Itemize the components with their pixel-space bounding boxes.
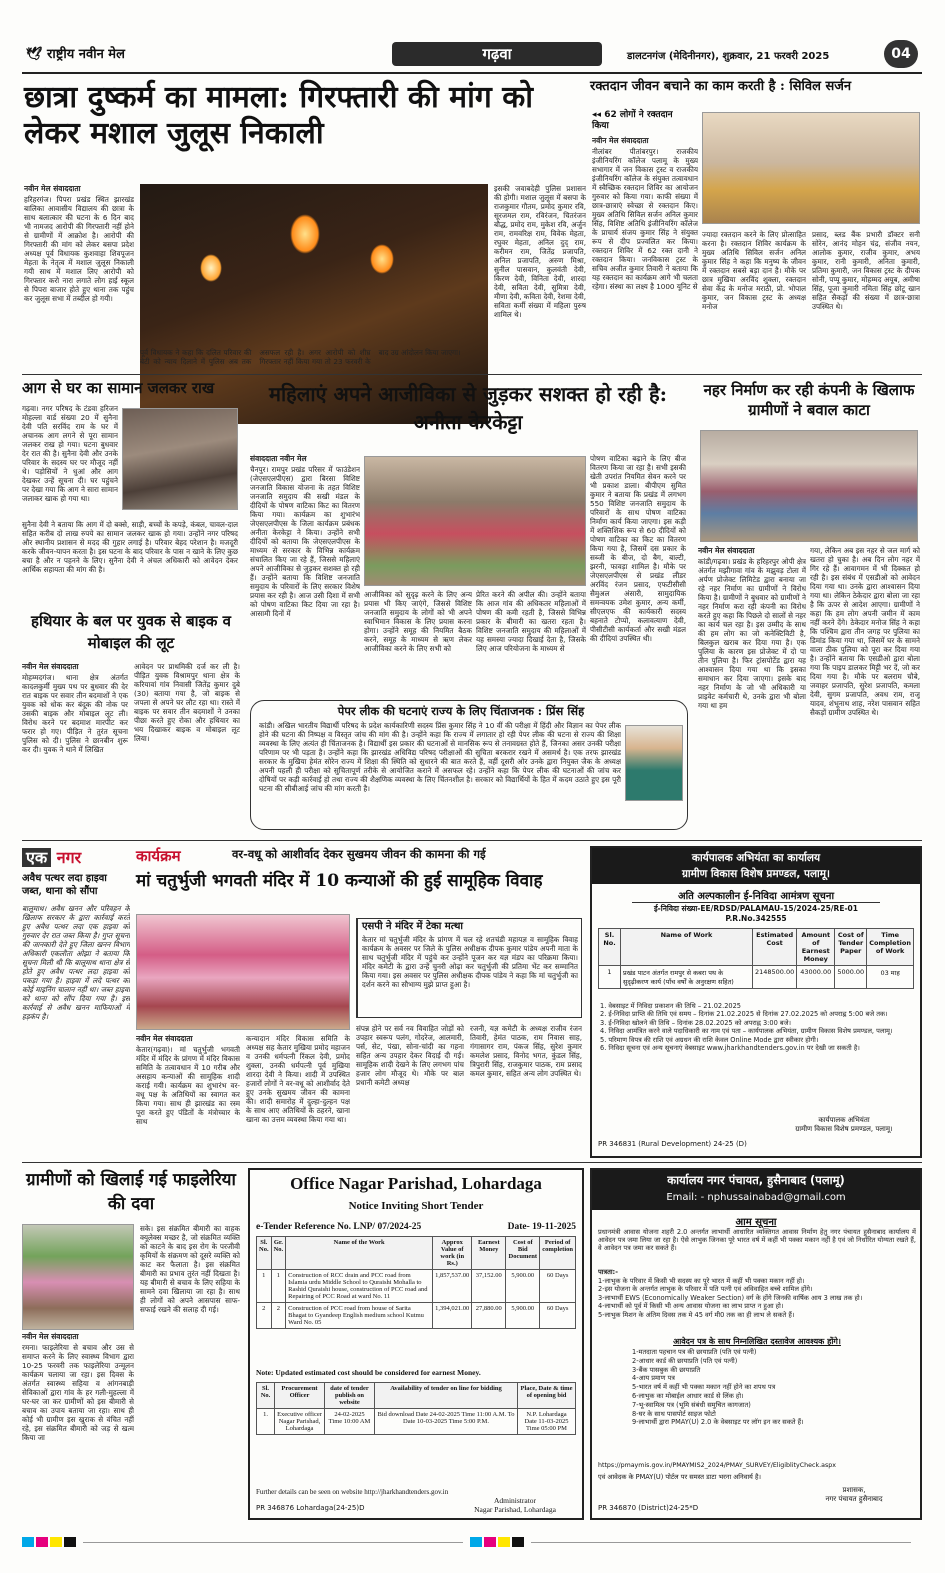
- ad-header: कार्यालय नगर पंचायत, हुसैनाबाद (पलामू) Email: - nphussainabad@gmail.com: [592, 1170, 920, 1210]
- body-col-4: पोषण वाटिका बढ़ाने के लिए बीज वितरण किया जा रहा है। सभी इसकी खेती उपरांत नियमित सेवन करने पर भी प्रकाश डाला। बीपीएम सुमित कुमार ने बताया कि प्रखंड में लगभग 550 विशिष्ट जनजाति समुदाय के परिवारों के साथ पोषण वाटिका निर्माण कार्य किया जाएगा। इस कड़ी में शक्तिशिक रूप से 60 दीदियों को पोषण वाटिका का किट का वितरण किया गया है, जिसमें दस प्रकार के सब्जी के बीज, दो बैग, बाल्टी, झरनी, फावड़ा शामिल है। मौके पर जेएसएलपीएस से प्रखंड लीडर अरविंद रंजन प्रसाद, एफटीसीसी सैमुअल अंसारी, सामुदायिक समन्वयक उमेश कुमार, अन्य कर्मी, सीएलएफ की कार्यकारी सदस्य बहनाते टोप्पो, कलावत्याण देवी, पीसीटीसी कार्यकर्ता और सखी मंडल की दीदियां उपस्थित थी।: [590, 454, 686, 643]
- body-col-2: गया, लेकिन अब इस नहर से जल मार्ग को खतरा हो चुका है। अब दिन लोग नहर में गिर रहे हैं। आवागमन में भी दिक्कत हो रही है। इस संबंध में एसडीओ को आवेदन दिया गया था। उनके द्वारा आश्वासन दिया गया था। लेकिन ठेकेदार द्वारा बोला जा रहा है कि ऊपर से आदेश आएगा। ग्रामीणों ने कहा कि हम लोग अपनी जमीन में काम नहीं करने देंगे। ठेकेदार मनोज सिंह ने कहा कि पश्चिम द्वारा तीन जगह पर पुलिया का डिमांड किया गया था, जिसमें घर के सामने वाला ठीक पुलिया को पूरा कर दिया गया है। उन्होंने बताया कि एसडीओ द्वारा बोला गया कि पाइप डालकर मिट्टी भर दें, जो कर दिया गया है। मौके पर बलराम चौबे, जवाहर प्रजापति, सुरेश प्रजापति, कमला देवी, सुगम प्रजापति, अवध राम, राजू यादव, शंभूनाथ शाह, नरेश पासवान सहित सैकड़ों ग्रामीण उपस्थित थे।: [810, 546, 920, 717]
- col-work: Name of Work: [621, 929, 753, 966]
- body-col-1: गढ़वा। नगर परिषद के टंडवा हरिजन मोहल्ला वार्ड संख्या 20 में सुनैना देवी पति सरविंद राम के घर में अचानक आग लगने से पूरा सामान जलकर राख हो गया। घटना बुधवार देर रात की है। सुनैना देवी और उनके परिवार के सदस्य घर पर मौजूद नहीं थे। पड़ोसियों ने धुआं और आग देखकर उन्हें सूचना दी। घर पहुंचने पर देखा गया कि आग ने सारा सामान जलाकर खाक हो गया था।: [22, 404, 118, 503]
- col-paper: Cost of Tender Paper: [835, 929, 867, 966]
- masthead-rule: [22, 72, 922, 74]
- ad-further: Further details can be seen on website http://jharkhandtenders.gov.in: [256, 1488, 449, 1496]
- photo-women-group: [364, 456, 586, 586]
- ad-hussainabad: [590, 1168, 922, 1520]
- body-col-1: नवीन मेल संवाददाता हरिहरगंज। पिपरा प्रखंड स्थित झारखंड बालिका आवासीय विद्यालय की छात्रा के साथ बलात्कार की घटना के 6 दिन बाद भी नामजद आरोपी की गिरफ्तारी नहीं होने से ग्रामीणों में आक्रोश है। आरोपी की गिरफ्तारी की मांग को लेकर बसपा प्रदेश अध्यक्ष पूर्व विधायक कुशवाहा शिवपूजन मेहता के नेतृत्व में मशाल जुलूस निकाली गयी साथ में मशाल लिए आरोपी को गिरफ्तार करो नारा लगाते लोग हाई स्कूल से पिपरा बाजार होते हुए थाना तक पहुंच कर जुलूस सभा में तब्दील हो गयी।: [24, 184, 134, 303]
- story-fire: [22, 380, 240, 602]
- col-cost: Estimated Cost: [752, 929, 796, 966]
- story-filaria: [22, 1168, 240, 1520]
- story-rape-body-2: पूर्व विधायक ने कहा कि दलित परिवार की बेटी को न्याय दिलाने में पुलिस अब तक असफल रही है। अगर आरोपी को शीघ्र गिरफ्तार नहीं किया गया तो 23 फरवरी के बाद उग्र आंदोलन किया जाएगा।: [140, 348, 461, 366]
- paper-logo: 🕊 राष्ट्रीय नवीन मेल: [26, 47, 125, 62]
- ad-gramin-vikas: [590, 846, 922, 1158]
- story-rape: [22, 80, 586, 370]
- body-col-4: इसकी जवाबदेही पुलिस प्रशासन की होगी। मशाल जुलूस में बसपा के राजकुमार गौतम, प्रमोद कुमार रवि, सूरजमल राम, रविरंजन, चितरंजन बौद्ध, प्रमोद राम, मुकेश रवि, अर्जुन राम, रामवरिक्ष राम, विवेक मेहता, रघुवर मेहता, अनिल दुद् राम, करीमन राम, जितेंद्र प्रजापति, अनिल प्रजापति, अरुण मिश्रा, सुनील पासवान, कुलवंती देवी, किरण देवी, विनिता देवी, शारदा देवी, सविता देवी, सुमित्रा देवी, मीणा देवी, कविता देवी, रेशमा देवी, सविता कर्मी संख्या में महिला पुरुष शामिल थे।: [494, 184, 586, 319]
- body-col-1: संवाददाता नवीन मेल चैनपुर। रामपुर प्रखंड परिसर में फाउंडेशन (जेएसएलपीएस) द्वारा बिरसा विशिष्ट जनजाति विकास योजना के तहत विशिष्ट जनजाति समुदाय की सखी मंडल के दीदियों के पोषण वाटिका किट का वितरण किया गया। कार्यक्रम का शुभारंभ जेएसएलपीएस के जिला कार्यक्रम प्रबंधक अनीता केरकेट्टा ने किया। उन्होंने सभी दीदियों को बताया कि जेएसएलपीएस के माध्यम से सरकार के विभिन्न कार्यक्रम संचालित किए जा रहे हैं, जिससे महिलाएं अपने आजीविका से जुड़कर सशक्त हो रही हैं। उन्होंने बताया कि विशिष्ट जनजाति समुदाय के परिवारों के लिए सरकार विशेष प्रयास कर रही है। आज उसी दिशा में सभी को पोषण वाटिका किट दिया जा रहा है। आसामी दिनों में: [250, 454, 360, 618]
- body-col-1: नवीन मेल संवाददाता नीलांबर पीतांबरपुर। राजकीय इंजीनियरिंग कॉलेज पलामू के मुख्य सभागार में जन विकास ट्रस्ट व राजकीय इंजीनियरिंग कॉलेज के संयुक्त तत्वावधान में स्वैच्छिक रक्तदान शिविर का आयोजन गुरुवार को किया गया। काफी संख्या में छात्र-छात्राएं स्वेच्छा से रक्तदान किए। मुख्य अतिथि सिविल सर्जन अनिल कुमार सिंह, विशिष्ट अतिथि इंजीनियरिंग कॉलेज के प्राचार्य संजय कुमार सिंह ने संयुक्त रूप से दीप प्रज्वलित कर किया। रक्तदान शिविर में 62 रक्त दानी ने रक्तदान किया। जनविकास ट्रस्ट के सचिव अजीत कुमार तिवारी ने बताया कि यह रक्तदान का कार्यक्रम आगे भी चलता रहेगा। संस्था का लक्ष्य है 1000 यूनिट से: [592, 136, 698, 291]
- torch-flame: [200, 254, 222, 282]
- body-col-2: सुनैना देवी ने बताया कि आग में दो बक्से, साड़ी, बच्चों के कपड़े, कंबल, चावल-दाल सहित करीब दो लाख रुपये का सामान जलकर खाक हो गया। उन्होंने नगर परिषद और स्थानीय प्रशासन से मदद की गुहार लगाई है। परिवार बेहद परेशान है। मजदूरी करके जीवन-यापन करता है। इस घटना के बाद परिवार के पास न खाने के लिए कुछ बचा है और न पहनने के लिए। सुनैना देवी ने अंचल अधिकारी को आवेदन देकर आर्थिक सहायता की मांग की है।: [22, 520, 238, 574]
- body-col-1: नवीन मेल संवाददाता मोहम्मदगंज। थाना क्षेत्र अंतर्गत कादलकुर्मी मुख्य पथ पर बुधवार की देर रात बाइक पर सवार तीन बदमाशों ने एक युवक को धोक कर बंदूक की नोक पर उसकी बाइक और मोबाइल लूट ली। विरोध करने पर बदमाश मारपीट कर फरार हो गए। पीड़ित ने तुरंत सूचना पुलिस को दी। पुलिस ने छानबीन शुरू कर दी। युवक ने थाने में लिखित: [22, 662, 128, 754]
- ad-lohardaga: [248, 1168, 584, 1520]
- body-col-1: नवीन मेल संवाददाता केतार(गढ़वा)। मां चतुर्भुजी भगवती मंदिर में मंदिर के प्रांगण में मंदिर विकास समिति के तत्वावधान में 10 गरीब और असहाय कन्याओं की सामूहिक शादी कराई गयी। कार्यक्रम का शुभारंभ वर-वधू पक्ष के अतिथियों का स्वागत कर किया गया। साथ ही झारखंड का रस्म पूरा करते हुए पंडितों के मंत्रोच्चार के साथ: [136, 1034, 240, 1126]
- ad-terms: 1. वेबसाइट में निविदा प्रकाशन की तिथि – 21.02.2025 2. ई-निविदा प्राप्ति की तिथि एवं समय – दिनांक 21.02.2025 से दिनांक 27.02.2025 को अपराह्न 5:00 बजे तक। 3. ई-निविदा खोलने की तिथि – दिनांक 28.02.2025 को अपराह्न 3:00 बजे। 4. निविदा आमंत्रित करने वाले पदाधिकारी का नाम एवं पता – कार्यपालक अभियंता, ग्रामीण विकास विशेष प्रमण्डल, पलामू। 5. परिमाण विपत्र की राशि एवं अग्रधन की राशि केवल Online Mode द्वारा स्वीकार होगी। 6. निविदा सूचना एवं अन्य सूचनाएं वेबसाइट www.jharkhandtenders.gov.in पर देखी जा सकती है।: [600, 1002, 893, 1053]
- table-row: 1. Executive officer Nagar Parishad, Lohardaga 24-02-2025 Time 10:00 AM Bid download Date 24-02-2025 Time 11:00 A.M. To Date 10-03-2025 Time 5:00 P.M. N.P. Lohardaga Date 11-03-2025 Time 05:00 PM: [257, 1409, 576, 1435]
- body-col-2: सके। इस संक्रमित बीमारी का वाहक क्यूलेक्स मच्छर है, जो संक्रमित व्यक्ति को काटने के बाद इस रोग के परजीवी कृमियों के संक्रमण को दूसरे व्यक्ति को काट कर फैलाता है। इस संक्रमित बीमारी का प्रभाव तुरंत नहीं दिखता है। यह बीमारी से बचाव के लिए सहिया के सामने दवा खिलाया जा रहा है। साथ ही लोगों को अपने आसपास साफ-सफाई रखने की सलाह दी गई।: [140, 1224, 240, 1314]
- col-time: Time Completion of Work: [867, 929, 914, 966]
- ad-signature: कार्यपालक अभियंता ग्रामीण विकास विशेष प्रमण्डल, पलामू।: [795, 1116, 893, 1133]
- headline: हथियार के बल पर युवक से बाइक व मोबाइल की लूट: [31, 612, 231, 652]
- body-col-1: नवीन मेल संवाददाता कांडी/गढ़वा। प्रखंड के हरिहरपुर ओपी क्षेत्र अंतर्गत मझीगावा गांव के मझुवड़ टोला में अर्पण प्रोजेक्ट लिमिटेड द्वारा बनाया जा रहे नहर निर्माण का ग्रामीणों ने विरोध किया है। ग्रामीणों ने बुधवार को ग्रामीणों ने नहर निर्माण करा रही कंपनी का विरोध करते हुए कहा कि पिछले दो सालों से नहर का कार्य चल रहा है। इस उम्मीद के साथ की हम लोग का जो कनेक्टिविटी है, बिलकुल खराब कर दिया गया है। एक पुलिया के कारण इस प्रोजेक्ट में दो पा तीन पुलिया है। फिर ट्रांसपोर्टेड द्वारा यह आश्वासन दिया गया था कि इसका समाधान कर दिया जाएगा। इसके बाद नहर निर्माण के जो भी अधिकारी या प्राइवेट कर्मचारी थे, उनके द्वारा भी बोला गया था हम: [698, 546, 806, 710]
- story-women: [248, 380, 688, 686]
- story-paper-leak: [250, 700, 688, 830]
- divider: [22, 840, 922, 841]
- ad-pr: PR 346870 (District)24-25*D: [598, 1504, 699, 1512]
- ad-docs-head: आवेदन पत्र के साथ निम्नलिखित दस्तावेज आवश्यक होंगे।: [673, 1337, 841, 1346]
- body-col-3: प्रसाद, ब्लड बैंक प्रभारी डॉक्टर सनी सोरेन, आनंद मोहन चंद्र, संजीव नयन, आलोक कुमार, राजीव कुमार, अभय कुमार, रानी कुमारी, अनिता कुमारी, प्रतिमा कुमारी, जन विकास ट्रस्ट के दीपक सोनी, पप्पू कुमार, मोहम्मद अयूब, अमीषा सिंह, पूजा कुमारी नमिता सिंह छोटू खान सहित सैकड़ों की संख्या में छात्र-छात्रा उपस्थित थे।: [812, 230, 920, 311]
- double-chevron-icon: ◂◂: [592, 110, 602, 120]
- ad-eligibility: पात्रता:- 1-लाभुक के परिवार में किसी भी सदस्य का पूरे भारत में कहीं भी पक्का मकान नहीं हो। 2-इस योजना के अन्तर्गत लाभुक के परिवार में पति पत्नी एवं अविवाहित बच्चे शामिल होंगे। 3-लाभार्थी EWS (Economically Weaker Section) वर्ग के होंगे जिनकी वार्षिक आय 3 लाख तक हो। 4-लाभार्थी को पूर्व में किसी भी अन्य आवास योजना का लाभ प्राप्त न हुआ हो। 5-लाभुक मिशन के अंतिम दिवस तक मे 45 वर्ग मी0 तक का ही लाभ ले सकते हैं।: [598, 1268, 863, 1319]
- ad-ref-row: e-Tender Reference No. LNP/ 07/2024-25 Date- 19-11-2025: [256, 1222, 576, 1232]
- ad-header: Office Nagar Parishad, Lohardaga: [290, 1174, 542, 1193]
- body-col-2: कन्यादान मंदिर विकास समिति के अध्यक्ष सह केतार मुखिया प्रमोद महाजन व उनकी धर्मपत्नी रिंकल देवी, प्रमोद शुक्ला, उनकी धर्मपत्नी पूर्व मुखिया शारदा देवी ने किया। शादी में उपस्थित हजारों लोगों ने वर-वधू को आशीर्वाद देते हुए उनके सुखमय जीवन की कामना की। शादी समारोह में दुल्हा-दुल्हन पक्ष के साथ आए अतिथियों के ठहरने, खाना खाना का उत्तम व्यवस्था किया गया था।: [246, 1034, 350, 1124]
- masthead: [22, 40, 922, 70]
- photo-wedding-ceremony: [136, 914, 350, 1030]
- story-blood: [590, 80, 922, 370]
- ad-header: कार्यपालक अभियंता का कार्यालय ग्रामीण विकास विशेष प्रमण्डल, पलामू।: [592, 848, 920, 884]
- ad-schedule-table: Sl. No. Procurement Officer date of tender publish on website Availability of tender on line for bidding Place, Date & time of opening bid 1. Executive officer Nagar Parishad, Lohardaga 24-02-2025 Time 10:00 AM Bid download Date 24-02-2025 Time 11:00 A.M. To Date 10-03-2025 Time 5:00 P.M. N.P. Lohardaga Date 11-03-2025 Time 05:00 PM: [256, 1382, 576, 1435]
- photo-burnt-house: [122, 408, 238, 510]
- sidebar-sp-visit: [356, 918, 582, 1018]
- section-tab: गढ़वा: [392, 42, 602, 66]
- section-tag: कार्यक्रम: [136, 847, 181, 865]
- bird-icon: 🕊: [26, 47, 43, 62]
- ad-url-note: एवं आवेदक के PMAY(U) पोर्टल पर समस्त डाटा भरना अनिवार्य है।: [598, 1473, 761, 1481]
- body-col-3: प्रेरित करने की अपील की। उन्होंने बताया कि आज गांव की अधिकतर महिलाओं में पोषण की कमी रहती है, जिससे विभिन्न प्रकार के बीमारी का खतरा रहता है। विशिष्ट जनजाति समुदाय की महिलाओं में यह समस्या ज्यादा दिखाई देता है, जिसके लिए आज परियोजना के माध्यम से: [476, 590, 586, 653]
- story-canal: [696, 380, 922, 836]
- sidebar-headline: एसपी ने मंदिर में टेका मत्था: [362, 921, 464, 932]
- story-loot: [22, 610, 240, 836]
- table-row: 1 प्रखंड पाटन अंतर्गत रामपुर से कबरा पथ के सुदृढ़ीकरण कार्य (पाँच वर्षों के अनुरक्षण सहित) 2148500.00 43000.00 5000.00 03 माह: [599, 966, 914, 989]
- headline: ग्रामीणों को खिलाई गई फाइलेरिया की दवा: [26, 1170, 236, 1214]
- body-col-2: ज्यादा रक्तदान करने के लिए प्रोत्साहित करना है। रक्तदान शिविर कार्यक्रम के मुख्य अतिथि सिविल सर्जन अनिल कुमार सिंह ने कहा कि मनुष्य के जीवन में रक्तदान सबसे बड़ा दान है। मौके पर छात्र मुखिया अरविंद शुक्ला, रक्तदान सेवा केंद्र के मनोज मराठी, प्रो. भोपाल कुमार, जन विकास ट्रस्ट के अध्यक्ष मनोज: [702, 230, 806, 311]
- divider: [22, 374, 922, 375]
- torch-flame: [370, 244, 394, 274]
- photo-filaria-drive: [22, 1224, 134, 1330]
- body: कांडी। अखिल भारतीय विद्यार्थी परिषद के प्रदेश कार्यकारिणी सदस्य प्रिंस कुमार सिंह ने 10 वीं की परीक्षा में हिंदी और विज्ञान का पेपर लीक होने की घटना की निष्पक्ष व विस्तृत जांच की मांग की है। उन्होंने कहा कि राज्य में लगातार हो रही पेपर लीक की घटना से राज्य की शिक्षा व्यवस्था के लिए अत्यंत ही चिंताजनक है। विद्यार्थी इस प्रकार की घटनाओं से मानसिक रूप से तनावग्रस्त होते हैं, जिनका असर उनकी परीक्षा परिणाम पर भी पड़ता है। उन्होंने कहा कि झारखंड अधिविद्य परिषद परीक्षाओं की सुचिता बरकरार रखने में असमर्थ है। एक तरफ झारखंड सरकार के मुखिया हेमंत सोरेन राज्य में शिक्षा की स्थिति को सुधारने की बात करते हैं, वहीं दूसरी ओर उनके द्वारा नियुक्त जैक के अध्यक्ष अपनी पहली ही परीक्षा को सुचितापूर्ण तरीके से आयोजित कराने में असफल रहे। उन्होंने कहा कि पेपर लीक की घटनाओं की जांच कर दोषियों पर कड़ी कार्रवाई हो तथा राज्य की शैक्षणिक व्यवस्था के लिए चिंतनशील है। सरकार को विद्यार्थियों के हित में कदम उठाते हुए इस पूरी घटना की सीबीआई जांच की मांग करती है।: [259, 721, 621, 793]
- ad-table: [598, 928, 914, 989]
- ad-url[interactable]: https://pmaymis.gov.in/PMAYMIS2_2024/PMAY_SURVEY/EligiblityCheck.aspx: [598, 1462, 836, 1469]
- subhead: ◂◂ 62 लोगों ने रक्तदान किया: [592, 110, 673, 131]
- headline: आग से घर का सामान जलकर राख: [22, 379, 215, 397]
- page-number: 04: [884, 40, 918, 68]
- ad-docs: 1-मतदाता पहचान पत्र की छायाप्रति (पति एवं पत्नी) 2-आधार कार्ड की छायाप्रति (पति एवं पत्नी) 3-बैंक पासबुक की छायाप्रति 4-आय प्रमाण पत्र 5-भारत वर्ष में कहीं भी पक्का मकान नहीं होने का शपथ पत्र 6-लाभुक का मोबाईल आधार कार्ड से लिंक हो। 7-भू-स्वामित्व पत्र (भूमि संबंधी समुचित कागजात) 8-घर के साथ पासपोर्ट साइज फोटो 9-लाभार्थी द्वारा PMAY(U) 2.0 के वेबसाइट पर लॉग इन कर सकते हैं।: [632, 1348, 804, 1427]
- body: बालूमाथ। अवैध खनन और परिवहन के खिलाफ सरकार के द्वारा कार्रवाई करते हुए अवैध पत्थर लदा एक हाइवा को गुरुवार देर रात जब्त किया है। गुप्त सूचना की जानकारी देते हुए जिला खनन विभाग अधिकारी एकलौता ओझा ने बताया कि सूचना मिली थी कि बालूमाथ थाना क्षेत्र से होते हुए अवैध पत्थर लदा हाइवा को पकड़ा गया है। हाइवा में लदे पत्थर का कोई माइनिंग चालान नहीं था। जब्त हाइवा को थाना को सौंप दिया गया है। इस कार्रवाई से अवैध खनन माफियाओं में हड़कंप है।: [22, 904, 130, 1021]
- body-col-2: आवेदन पर प्राथमिकी दर्ज कर ली है। पीड़ित युवक विश्रामपुर थाना क्षेत्र के करियावां गांव निवासी जितेंद्र कुमार दुबे (30) बताया गया है, जो बाइक से जपला से अपने घर लौट रहा था। रास्ते में बाइक पर सवार तीन बदमाशों ने उनका पीछा करते हुए रोका और हथियार का भय दिखाकर बाइक व मोबाइल लूट लिया।: [134, 662, 240, 743]
- sidebar-body: केतार मां चतुर्भुजी मंदिर के प्रांगण में चल रहे शतचंडी महायज्ञ व सामूहिक विवाह कार्यक्रम के अवसर पर जिले के पुलिस अधीक्षक दीपक कुमार पांडेय अपनी माता के साथ चतुर्भुजी मंदिर में पहुंचे कर उन्होंने पूजन कर यज्ञ मंडप का परिक्रमा किया। मंदिर कमेटी के द्वारा उन्हें चुनरी ओढ़ा कर चतुर्भुजी की प्रतिमा भेंट कर सम्मानित किया गया। इस अवसर पर पुलिस अधीक्षक दीपक पांडेय ने कहा कि मां चतुर्भुजी का दर्शन करने का सौभाग्य मुझे प्राप्त हुआ है।: [362, 935, 578, 989]
- body-col-3: संपन्न होने पर सर्व नव विवाहित जोड़ों को उपहार स्वरूप पलंग, गोदरेज, आलमारी, पर्स, सेट, पंखा, सोना-चांदी का गहना सहित अन्य उपहार देकर विदाई दी गई। सामूहिक शादी देखने के लिए लगभग पांच हजार लोग मौजूद थे। मौके पर बाल प्रधानी कमेटी अध्यक्ष: [356, 1024, 464, 1087]
- section-label: एक नगर: [22, 846, 130, 870]
- headline: अवैध पत्थर लदा हाइवा जब्त, थाना को सौंपा: [22, 873, 107, 897]
- headline: महिलाएं अपने आजीविका से जुड़कर सशक्त हो रही है: अनीता केरकेट्टा: [269, 382, 667, 434]
- body-col-1: नवीन मेल संवाददाता रमना। फाइलेरिया से बचाव और उस से समाप्त करने के लिए स्वास्थ्य विभाग द्वारा 10-25 फरवरी तक फाइलेरिया उन्मूलन कार्यक्रम चलाया जा रहा। इस दिवस के अंतर्गत स्वास्थ्य सहिया व आंगनबाड़ी सेविकाओं द्वारा गांव के हर गली-मुहल्ला में घर-घर जा कर ग्रामीणों को इस बीमारी से बचाव का उपाय बताया जा रहा। साथ ही कोई भी ग्रामीण इस खुराक से वंचित नहीं रहे, इस संक्रमित बीमारी को जड़ से खत्म किया जा: [22, 1332, 134, 1442]
- ad-table: Sl. No. Gr. No. Name of the Work Approx Value of work (in Rs.) Earnest Money Cost of Bid Document Period of completion 1 1 Construction of RCC drain and PCC road from Islamia urdu Middle School to Quraishi Mohalla to Rashid Quraishi house, construction of PCC road and Repairing of PCC Road at ward No. 11 1,857,537.00 37,152.00 5,900.00 60 Days 2 2 Construction of PCC road from house of Sarita Bhagat to Gyandeep English medium school Kutmu Ward No. 05 1,394,021.00 27,880.00 5,900.00 60 Days: [256, 1236, 576, 1329]
- table-row: 2 2 Construction of PCC road from house of Sarita Bhagat to Gyandeep English medium school Kutmu Ward No. 05 1,394,021.00 27,880.00 5,900.00 60 Days: [257, 1303, 576, 1329]
- ad-pr: PR 346831 (Rural Development) 24-25 (D): [598, 1140, 747, 1148]
- color-registration-bar: [22, 1532, 922, 1544]
- story-marriage: [136, 846, 582, 1158]
- headline: छात्रा दुष्कर्म का मामला: गिरफ्तारी की मांग को लेकर मशाल जुलूस निकाली: [24, 80, 534, 151]
- ad-note: Note: Updated estimated cost should be considered for earnest Money.: [256, 1368, 481, 1377]
- torch-flame: [290, 214, 320, 254]
- dateline: डालटनगंज (मेदिनीनगर), शुक्रवार, 21 फरवरी 2025: [627, 51, 830, 62]
- photo-prince-singh: [625, 725, 683, 801]
- ad-subheader: Notice Inviting Short Tender: [348, 1200, 484, 1212]
- ad-signature: प्रशासक, नगर पंचायत हुसैनाबाद: [825, 1486, 883, 1503]
- body-col-2: आजीविका को सुदृढ़ करने के लिए अन्य प्रयास भी किए जाएंगे, जिससे विशिष्ट जनजाति समुदाय के लोगों को भी अपने स्वाभिमान विकास के लिए प्रयास करना होगा। उन्होंने समूह की नियमित बैठक करने, समूह के माध्यम से ऋण लेकर आजीविका करने के लिए सभी को: [364, 590, 472, 653]
- photo-blood-camp: [702, 112, 920, 224]
- col-emd: Amount of Earnest Money: [797, 929, 835, 966]
- ad-title: आम सूचना: [735, 1217, 777, 1228]
- body-col-4: रजनी, यज्ञ कमेटी के अध्यक्ष राजीव रंजन तिवारी, हेमंत पाठक, राम निवास साह, गंगासागर राम, पंकज सिंह, सुरेश कुमार कमलेश प्रसाद, विनोद भगत, कुंडल सिंह, त्रिपुरारी सिंह, राजकुमार पाठक, राम प्रसाद कमल कुमार, सहित अन्य लोग उपस्थित थे।: [470, 1024, 582, 1078]
- headline: नहर निर्माण कर रही कंपनी के खिलाफ ग्रामीणों ने बवाल काटा: [703, 381, 915, 419]
- table-row: 1 1 Construction of RCC drain and PCC road from Islamia urdu Middle School to Quraishi Mohalla to Rashid Quraishi house, construction of PCC road and Repairing of PCC Road at ward No. 11 1,857,537.00 37,152.00 5,900.00 60 Days: [257, 1270, 576, 1303]
- photo-villagers-protest: [700, 430, 918, 542]
- ad-title: अति अल्पकालीन ई-निविदा आमंत्रण सूचना: [632, 888, 880, 903]
- col-sl: Sl. No.: [599, 929, 621, 966]
- ad-pr: PR 346876 Lohardaga(24-25)D: [256, 1504, 365, 1512]
- headline: रक्तदान जीवन बचाने का काम करती है : सिविल सर्जन: [590, 79, 852, 94]
- ek-nagar: [22, 846, 130, 1158]
- headline: मां चतुर्भुजी भगवती मंदिर में 10 कन्याओं की हुई सामूहिक विवाह: [136, 871, 543, 891]
- ad-signature: Administrator Nagar Parishad, Lohardaga: [474, 1496, 556, 1514]
- ad-ref: ई-निविदा संख्या-EE/RDSD/PALAMAU-15/2024-25/RE-01 P.R.No.342555: [654, 904, 858, 923]
- ad-intro: प्रधानमंत्री आवास योजना शहरी 2.0 अन्तर्गत लाभार्थी आधारित व्यक्तिगत आवास निर्माण हेतु नगर पंचायत हुसैनाबाद कार्यालय में आवेदन पत्र जमा लिया जा रहा है। ऐसे लाभुक जिनका पूरे भारत वर्ष में कहीं भी पक्का मकान नहीं है एवं जो निर्धारित योग्यता रखते हैं, वे आवेदन पत्र जमा कर सकते हैं।: [598, 1228, 916, 1253]
- kicker: वर-वधू को आशीर्वाद देकर सुखमय जीवन की कामना की गई: [232, 847, 486, 861]
- divider: [22, 1162, 922, 1163]
- headline: पेपर लीक की घटनाएं राज्य के लिए चिंताजनक : प्रिंस सिंह: [337, 704, 585, 718]
